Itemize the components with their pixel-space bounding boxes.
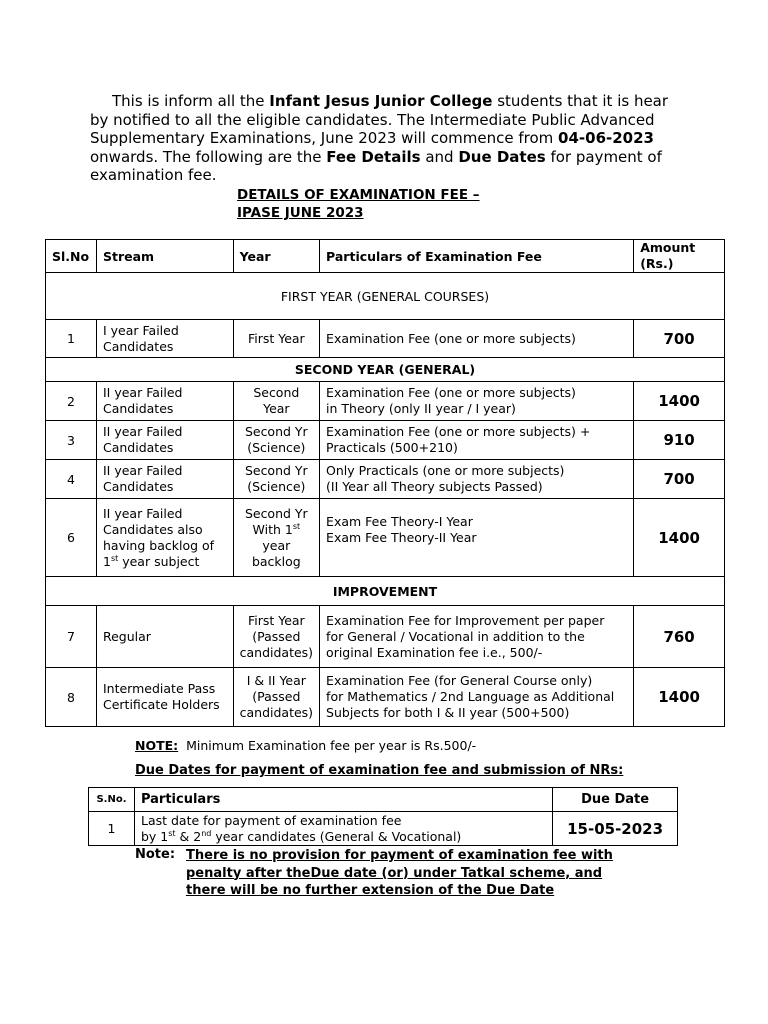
section-row bbox=[46, 577, 725, 606]
intro-text: onwards. The following are the bbox=[90, 147, 327, 166]
row-amount: 910 bbox=[634, 421, 725, 460]
header-slno: Sl.No bbox=[46, 240, 97, 273]
row-stream: I year Failed Candidates bbox=[96, 320, 233, 358]
row-sno: 1 bbox=[89, 812, 135, 846]
row-slno: 4 bbox=[46, 460, 97, 499]
section-row bbox=[46, 273, 725, 320]
header-stream: Stream bbox=[96, 240, 233, 273]
row-stream: II year Failed Candidates bbox=[96, 382, 233, 421]
section-second-year: SECOND YEAR (GENERAL) bbox=[46, 358, 725, 382]
note-text: Minimum Examination fee per year is Rs.500/- bbox=[178, 738, 477, 753]
due-table-header bbox=[89, 788, 678, 812]
table-row bbox=[89, 812, 678, 846]
header-amount: Amount (Rs.) bbox=[634, 240, 725, 273]
row-slno: 7 bbox=[46, 606, 97, 668]
row-slno: 8 bbox=[46, 668, 97, 727]
row-year: Second Yr (Science) bbox=[233, 460, 319, 499]
section-row bbox=[46, 358, 725, 382]
section-improvement: IMPROVEMENT bbox=[46, 577, 725, 606]
intro-text: and bbox=[420, 147, 459, 166]
note-label: NOTE: bbox=[135, 738, 179, 753]
row-stream: Intermediate Pass Certificate Holders bbox=[96, 668, 233, 727]
minimum-fee-note bbox=[135, 738, 476, 753]
row-stream: II year Failed Candidates bbox=[96, 460, 233, 499]
due-date-table bbox=[88, 787, 678, 846]
row-year: Second Yr (Science) bbox=[233, 421, 319, 460]
fee-table-header bbox=[46, 240, 725, 273]
row-amount: 760 bbox=[634, 606, 725, 668]
row-particulars: Exam Fee Theory-I Year Exam Fee Theory-II Year bbox=[320, 499, 634, 577]
row-year: I & II Year (Passed candidates) bbox=[233, 668, 319, 727]
row-due-date: 15-05-2023 bbox=[553, 812, 678, 846]
fee-details-label: Fee Details bbox=[326, 147, 421, 166]
row-year: Second Year bbox=[233, 382, 319, 421]
row-year: First Year (Passed candidates) bbox=[233, 606, 319, 668]
section-first-year: FIRST YEAR (GENERAL COURSES) bbox=[46, 273, 725, 320]
row-amount: 1400 bbox=[634, 382, 725, 421]
row-amount: 700 bbox=[634, 460, 725, 499]
row-particulars: Examination Fee (for General Course only) for Mathematics / 2nd Language as Additional Subjects for both I & II year (500+500) bbox=[320, 668, 634, 727]
row-amount: 1400 bbox=[634, 499, 725, 577]
row-stream: Regular bbox=[96, 606, 233, 668]
row-year: Second Yr With 1st year backlog bbox=[233, 499, 319, 577]
table-row bbox=[46, 320, 725, 358]
row-slno: 2 bbox=[46, 382, 97, 421]
due-dates-heading: Due Dates for payment of examination fee and submission of NRs: bbox=[135, 763, 624, 778]
row-particulars: Examination Fee (one or more subjects) bbox=[320, 320, 634, 358]
header-year: Year bbox=[233, 240, 319, 273]
row-year: First Year bbox=[233, 320, 319, 358]
intro-paragraph bbox=[90, 92, 690, 185]
row-amount: 1400 bbox=[634, 668, 725, 727]
row-particulars: Only Practicals (one or more subjects) (II Year all Theory subjects Passed) bbox=[320, 460, 634, 499]
intro-text: for payment of examination fee. bbox=[90, 147, 662, 184]
table-row bbox=[46, 606, 725, 668]
college-name: Infant Jesus Junior College bbox=[269, 92, 493, 110]
heading-line-2: IPASE JUNE 2023 bbox=[237, 205, 364, 221]
table-row bbox=[46, 460, 725, 499]
row-stream: II year Failed Candidates also having backlog of 1st year subject bbox=[96, 499, 233, 577]
header-particulars: Particulars of Examination Fee bbox=[320, 240, 634, 273]
header-sno: S.No. bbox=[89, 788, 135, 812]
heading-line-1: DETAILS OF EXAMINATION FEE – bbox=[237, 187, 480, 203]
row-particulars: Last date for payment of examination fee by 1st & 2nd year candidates (General & Vocational) bbox=[134, 812, 552, 846]
intro-text: This is inform all the bbox=[112, 92, 270, 110]
exam-start-date: 04-06-2023 bbox=[558, 129, 654, 147]
row-slno: 1 bbox=[46, 320, 97, 358]
table-row bbox=[46, 421, 725, 460]
row-slno: 3 bbox=[46, 421, 97, 460]
header-due-date: Due Date bbox=[553, 788, 678, 812]
row-particulars: Examination Fee for Improvement per paper for General / Vocational in addition to the original Examination fee i.e., 500/- bbox=[320, 606, 634, 668]
row-slno: 6 bbox=[46, 499, 97, 577]
table-row bbox=[46, 499, 725, 577]
row-stream: II year Failed Candidates bbox=[96, 421, 233, 460]
note-text: There is no provision for payment of examination fee with penalty after theDue date (or) under Tatkal scheme, and there will be no further extension of the Due Date bbox=[186, 848, 613, 898]
table-row bbox=[46, 382, 725, 421]
note-label: Note: bbox=[135, 847, 176, 862]
row-particulars: Examination Fee (one or more subjects) in Theory (only II year / I year) bbox=[320, 382, 634, 421]
row-particulars: Examination Fee (one or more subjects) + Practicals (500+210) bbox=[320, 421, 634, 460]
header-particulars: Particulars bbox=[134, 788, 552, 812]
table-row bbox=[46, 668, 725, 727]
intro-text: students that it is hear by notified to all the eligible candidates. The Intermediate Public Advanced Supplementary Examinations, June 2023 will commence from bbox=[90, 92, 669, 147]
row-amount: 700 bbox=[634, 320, 725, 358]
due-dates-label: Due Dates bbox=[458, 147, 546, 166]
fee-table bbox=[45, 239, 725, 727]
